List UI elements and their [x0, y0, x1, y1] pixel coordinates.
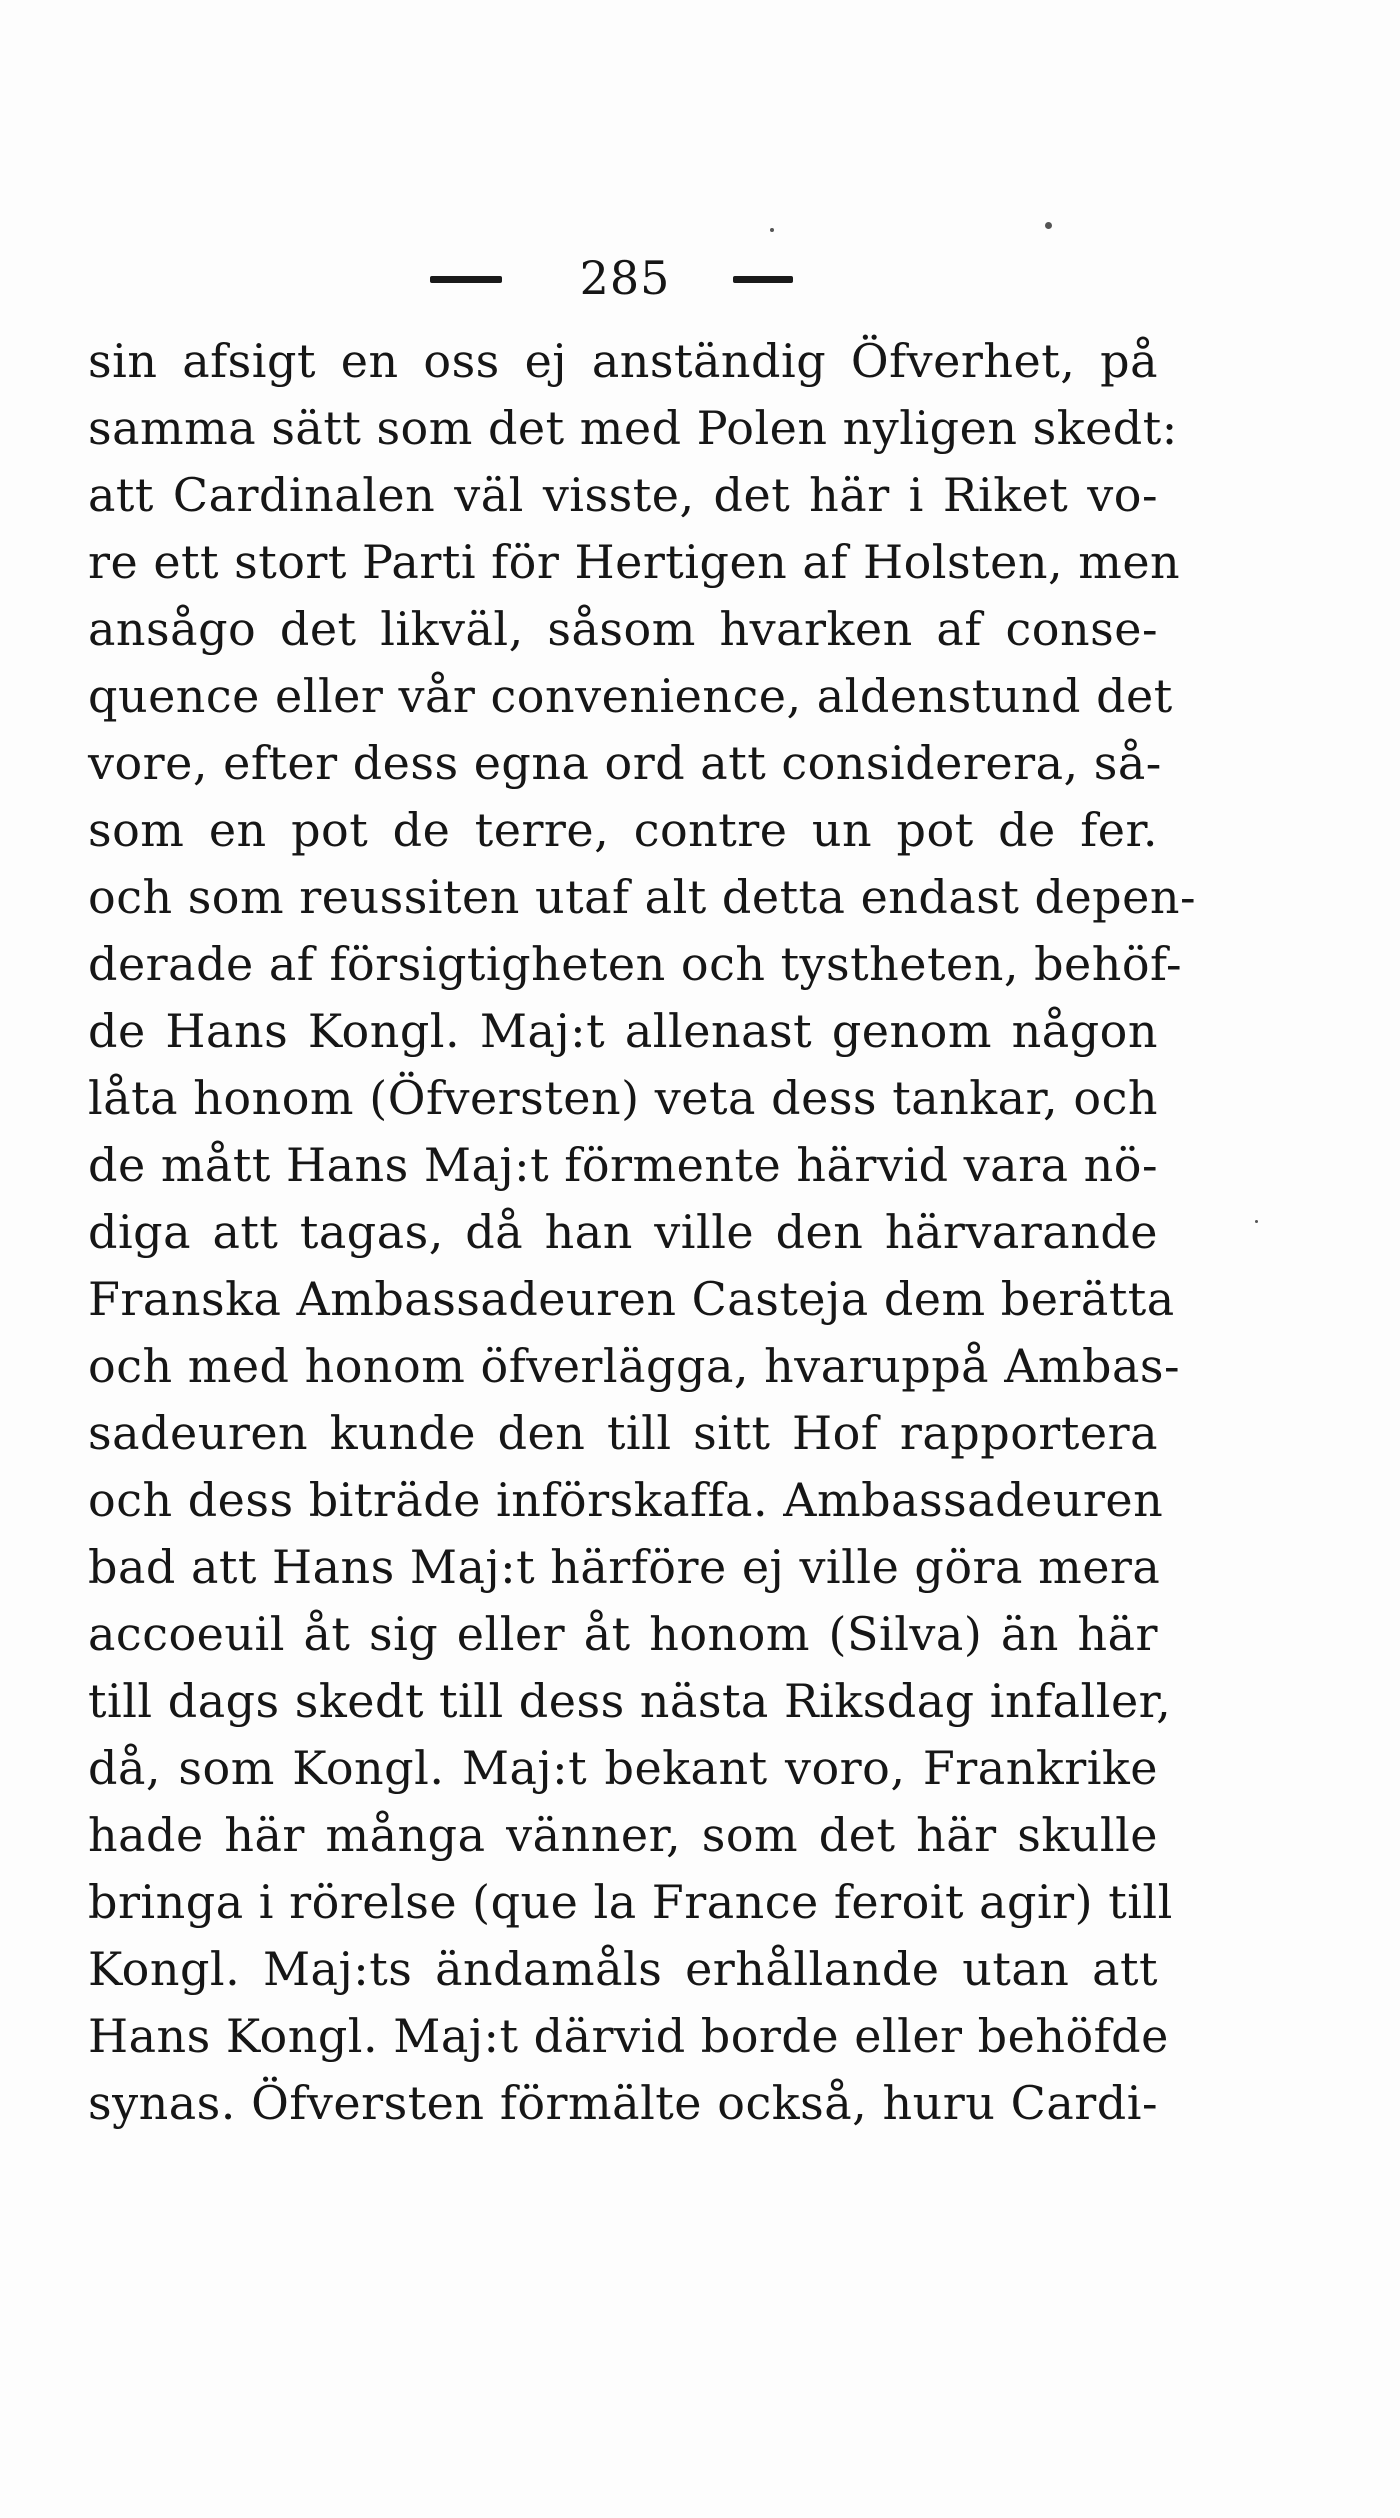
text-line: då, som Kongl. Maj:t bekant voro, Frankrike	[88, 1741, 1158, 1795]
text-line: och med honom öfverlägga, hvaruppå Ambas-	[88, 1339, 1181, 1393]
text-line: derade af försigtigheten och tystheten, behöf-	[88, 937, 1182, 991]
text-line: hade här många vänner, som det här skulle	[88, 1808, 1158, 1862]
text-line: quence eller vår convenience, aldenstund det	[88, 669, 1173, 723]
text-line: att Cardinalen väl visste, det här i Riket vo-	[88, 468, 1158, 522]
page-header	[0, 248, 1400, 308]
page-number: 285	[579, 251, 671, 305]
text-line: låta honom (Öfversten) veta dess tankar, och	[88, 1071, 1158, 1125]
text-line: Hans Kongl. Maj:t därvid borde eller behöfde	[88, 2009, 1169, 2063]
text-line: de mått Hans Maj:t förmente härvid vara nö-	[88, 1138, 1158, 1192]
text-line: sadeuren kunde den till sitt Hof rapportera	[88, 1406, 1158, 1460]
text-line: bad att Hans Maj:t härföre ej ville göra mera	[88, 1540, 1161, 1594]
text-line: accoeuil åt sig eller åt honom (Silva) än här	[88, 1607, 1158, 1661]
text-line: och dess biträde införskaffa. Ambassadeuren	[88, 1473, 1164, 1527]
text-line: sin afsigt en oss ej anständig Öfverhet, på	[88, 334, 1158, 388]
text-line: vore, efter dess egna ord att considerera, så-	[88, 736, 1162, 790]
text-line: Kongl. Maj:ts ändamåls erhållande utan att	[88, 1942, 1158, 1996]
text-line: synas. Öfversten förmälte också, huru Cardi-	[88, 2076, 1158, 2130]
text-line: Franska Ambassadeuren Casteja dem berätta	[88, 1272, 1175, 1326]
ink-speck	[770, 228, 774, 232]
header-dash-left	[430, 276, 502, 283]
header-dash-right	[733, 276, 793, 283]
ink-speck	[1255, 1220, 1258, 1223]
text-line: de Hans Kongl. Maj:t allenast genom någon	[88, 1004, 1158, 1058]
text-line: bringa i rörelse (que la France feroit agir) till	[88, 1875, 1173, 1929]
text-line: som en pot de terre, contre un pot de fer.	[88, 803, 1158, 857]
text-line: diga att tagas, då han ville den härvarande	[88, 1205, 1158, 1259]
text-line: re ett stort Parti för Hertigen af Holsten, men	[88, 535, 1181, 589]
text-line: samma sätt som det med Polen nyligen skedt:	[88, 401, 1178, 455]
text-line: ansågo det likväl, såsom hvarken af conse-	[88, 602, 1158, 656]
text-line: och som reussiten utaf alt detta endast depen-	[88, 870, 1197, 924]
ink-speck	[1045, 222, 1052, 229]
text-line: till dags skedt till dess nästa Riksdag infaller,	[88, 1674, 1172, 1728]
